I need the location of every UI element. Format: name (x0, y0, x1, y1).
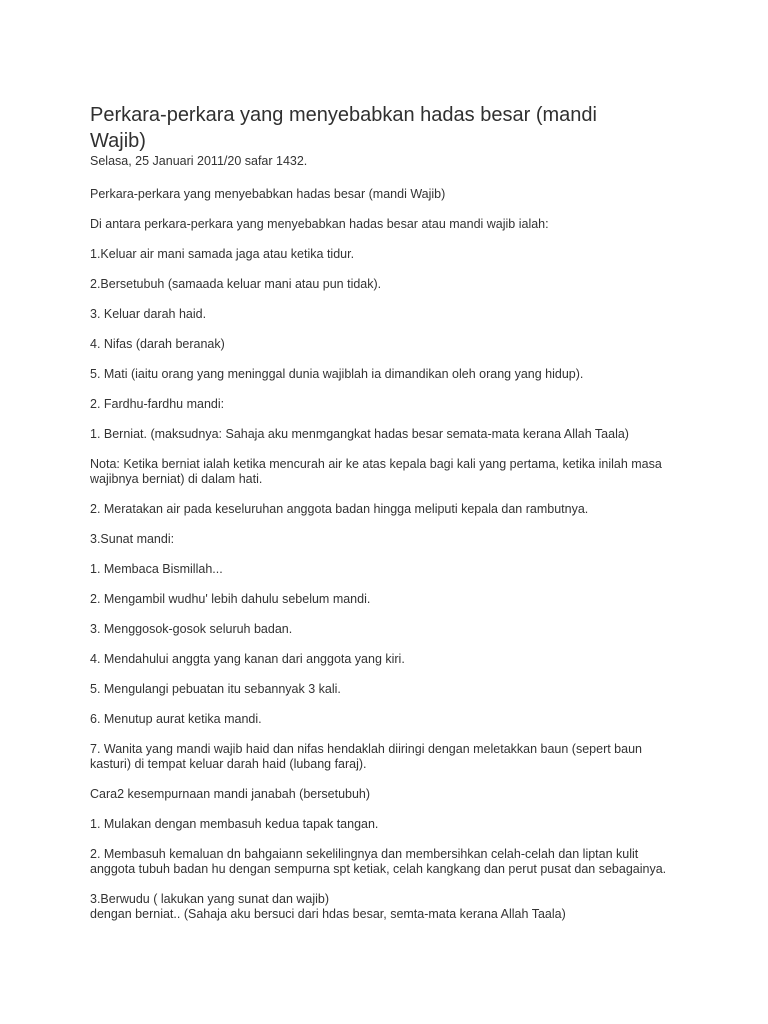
list-item-sunat-3: 3. Menggosok-gosok seluruh badan. (90, 622, 293, 636)
list-item-hadas-2: 2.Bersetubuh (samaada keluar mani atau pun tidak). (90, 277, 382, 291)
list-item-cara-1: 1. Mulakan dengan membasuh kedua tapak tangan. (90, 817, 379, 831)
list-item-hadas-3: 3. Keluar darah haid. (90, 307, 207, 321)
section-heading-cara: Cara2 kesempurnaan mandi janabah (bersetubuh) (90, 787, 371, 801)
list-item-hadas-4: 4. Nifas (darah beranak) (90, 337, 225, 351)
document-title: Perkara-perkara yang menyebabkan hadas besar (mandi Wajib) (90, 104, 597, 152)
paragraph-intro: Di antara perkara-perkara yang menyebabkan hadas besar atau mandi wajib ialah: (90, 217, 549, 231)
paragraph-subtitle: Perkara-perkara yang menyebabkan hadas besar (mandi Wajib) (90, 187, 446, 201)
list-item-hadas-1: 1.Keluar air mani samada jaga atau ketika tidur. (90, 247, 355, 261)
list-item-sunat-4: 4. Mendahului anggta yang kanan dari anggota yang kiri. (90, 652, 405, 666)
list-item-sunat-7: 7. Wanita yang mandi wajib haid dan nifas hendaklah diiringi dengan meletakkan baun (sepert baun kasturi) di tempat keluar darah haid (lubang faraj). (90, 742, 642, 771)
list-item-fardhu-1: 1. Berniat. (maksudnya: Sahaja aku menmgangkat hadas besar semata-mata kerana Allah Taala) (90, 427, 629, 441)
section-heading-fardhu: 2. Fardhu-fardhu mandi: (90, 397, 225, 411)
list-item-cara-3-continued: dengan berniat.. (Sahaja aku bersuci dari hdas besar, semta-mata kerana Allah Taala) (90, 907, 566, 921)
list-item-hadas-5: 5. Mati (iaitu orang yang meninggal dunia wajiblah ia dimandikan oleh orang yang hidup). (90, 367, 584, 381)
list-item-sunat-2: 2. Mengambil wudhu' lebih dahulu sebelum mandi. (90, 592, 371, 606)
list-item-sunat-6: 6. Menutup aurat ketika mandi. (90, 712, 262, 726)
note-paragraph: Nota: Ketika berniat ialah ketika mencurah air ke atas kepala bagi kali yang pertama, ketika inilah masa wajibnya berniat) di dalam hati. (90, 457, 662, 486)
list-item-fardhu-2: 2. Meratakan air pada keseluruhan anggota badan hingga meliputi kepala dan rambutnya. (90, 502, 589, 516)
list-item-sunat-5: 5. Mengulangi pebuatan itu sebannyak 3 kali. (90, 682, 341, 696)
list-item-cara-3: 3.Berwudu ( lakukan yang sunat dan wajib) (90, 892, 330, 906)
list-item-cara-2: 2. Membasuh kemaluan dn bahgaiann sekelilingnya dan membersihkan celah-celah dan liptan kulit anggota tubuh badan hu dengan sempurna spt ketiak, celah kangkang dan perut pusat dan sebagainya. (90, 847, 667, 876)
section-heading-sunat: 3.Sunat mandi: (90, 532, 175, 546)
list-item-sunat-1: 1. Membaca Bismillah... (90, 562, 223, 576)
post-date: Selasa, 25 Januari 2011/20 safar 1432. (90, 154, 308, 168)
